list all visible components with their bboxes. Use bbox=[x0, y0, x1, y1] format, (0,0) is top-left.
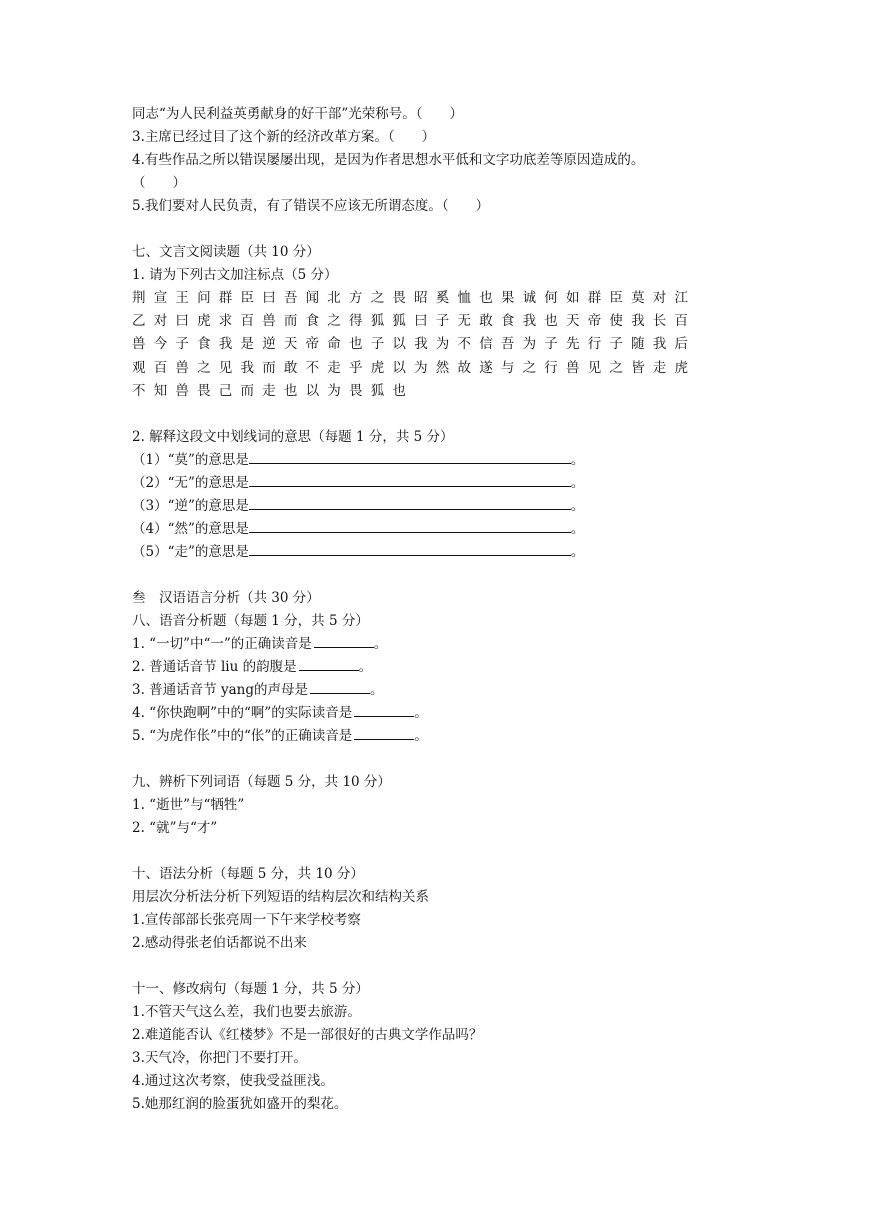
section-title: 九、辨析下列词语（每题 5 分，共 10 分） bbox=[132, 773, 391, 790]
passage-line: 不知兽畏己而走也以为畏狐也 bbox=[132, 382, 415, 399]
answer-blank[interactable] bbox=[249, 541, 571, 556]
exam-page bbox=[132, 103, 732, 1116]
question-line: 4.有些作品之所以错误屡屡出现，是因为作者思想水平低和文字功底差等原因造成的。 bbox=[132, 152, 645, 168]
answer-blank[interactable] bbox=[314, 633, 374, 648]
question-line: 1. “逝世”与“牺牲” bbox=[132, 796, 245, 813]
question-line: 2. “就”与“才” bbox=[132, 819, 218, 836]
fill-item: （1）“莫”的意思是 。 bbox=[132, 449, 732, 472]
answer-blank[interactable] bbox=[249, 449, 571, 464]
question-line: 2.难道能否认《红楼梦》不是一部很好的古典文学作品吗？ bbox=[132, 1026, 483, 1043]
question-line: 2.感动得张老伯话都说不出来 bbox=[132, 934, 307, 951]
answer-blank[interactable] bbox=[249, 495, 571, 510]
question-line: 1.不管天气这么差，我们也要去旅游。 bbox=[132, 1003, 361, 1020]
answer-blank[interactable] bbox=[310, 679, 370, 694]
question-line: 同志“为人民利益英勇献身的好干部”光荣称号。（ ） bbox=[132, 106, 464, 122]
passage-line: 观百兽之见我而敢不走乎虎以为然故遂与之行兽见之皆走虎 bbox=[132, 359, 697, 376]
question-line: 4.通过这次考察，使我受益匪浅。 bbox=[132, 1072, 334, 1089]
section-title: 八、语音分析题（每题 1 分，共 5 分） bbox=[132, 612, 369, 629]
part-title: 叁 汉语语言分析（共 30 分） bbox=[132, 589, 320, 606]
answer-blank[interactable] bbox=[249, 472, 571, 487]
passage-line: 荆宣王问群臣曰吾闻北方之畏昭奚恤也果诚何如群臣莫对江 bbox=[132, 290, 697, 306]
fill-item: 1. “一切”中“一”的正确读音是 。 bbox=[132, 633, 732, 656]
fill-item: 4. “你快跑啊”中的“啊”的实际读音是 。 bbox=[132, 702, 732, 725]
question-prompt: 用层次分析法分析下列短语的结构层次和结构关系 bbox=[132, 888, 429, 905]
fill-item: （5）“走”的意思是 。 bbox=[132, 541, 732, 564]
fill-item: 5. “为虎作伥”中的“伥”的正确读音是 。 bbox=[132, 725, 732, 748]
question-line: 5.我们要对人民负责，有了错误不应该无所谓态度。（ ） bbox=[132, 198, 490, 214]
answer-bracket: （ ） bbox=[132, 175, 186, 191]
fill-item: （3）“逆”的意思是 。 bbox=[132, 495, 732, 518]
question-prompt: 2. 解释这段文中划线词的意思（每题 1 分，共 5 分） bbox=[132, 428, 454, 445]
section-title: 十、语法分析（每题 5 分，共 10 分） bbox=[132, 865, 364, 882]
question-line: 3.主席已经过目了这个新的经济改革方案。（ ） bbox=[132, 129, 436, 145]
question-line: 1.宣传部部长张亮周一下午来学校考察 bbox=[132, 911, 361, 928]
answer-blank[interactable] bbox=[354, 725, 414, 740]
fill-item: （2）“无”的意思是 。 bbox=[132, 472, 732, 495]
fill-item: 3. 普通话音节 yang的声母是 。 bbox=[132, 679, 732, 702]
question-line: 3.天气冷，你把门不要打开。 bbox=[132, 1049, 307, 1066]
answer-blank[interactable] bbox=[354, 702, 414, 717]
question-prompt: 1. 请为下列古文加注标点（5 分） bbox=[132, 267, 338, 283]
fill-item: 2. 普通话音节 liu 的韵腹是 。 bbox=[132, 656, 732, 679]
section-title: 十一、修改病句（每题 1 分，共 5 分） bbox=[132, 980, 369, 997]
section-title: 七、文言文阅读题（共 10 分） bbox=[132, 244, 320, 260]
passage-line: 兽今子食我是逆天帝命也子以我为不信吾为子先行子随我后 bbox=[132, 336, 697, 353]
question-line: 5.她那红润的脸蛋犹如盛开的梨花。 bbox=[132, 1095, 348, 1112]
passage-line: 乙对曰虎求百兽而食之得狐狐曰子无敢食我也天帝使我长百 bbox=[132, 313, 697, 330]
answer-blank[interactable] bbox=[249, 518, 571, 533]
answer-blank[interactable] bbox=[299, 656, 359, 671]
fill-item: （4）“然”的意思是 。 bbox=[132, 518, 732, 541]
